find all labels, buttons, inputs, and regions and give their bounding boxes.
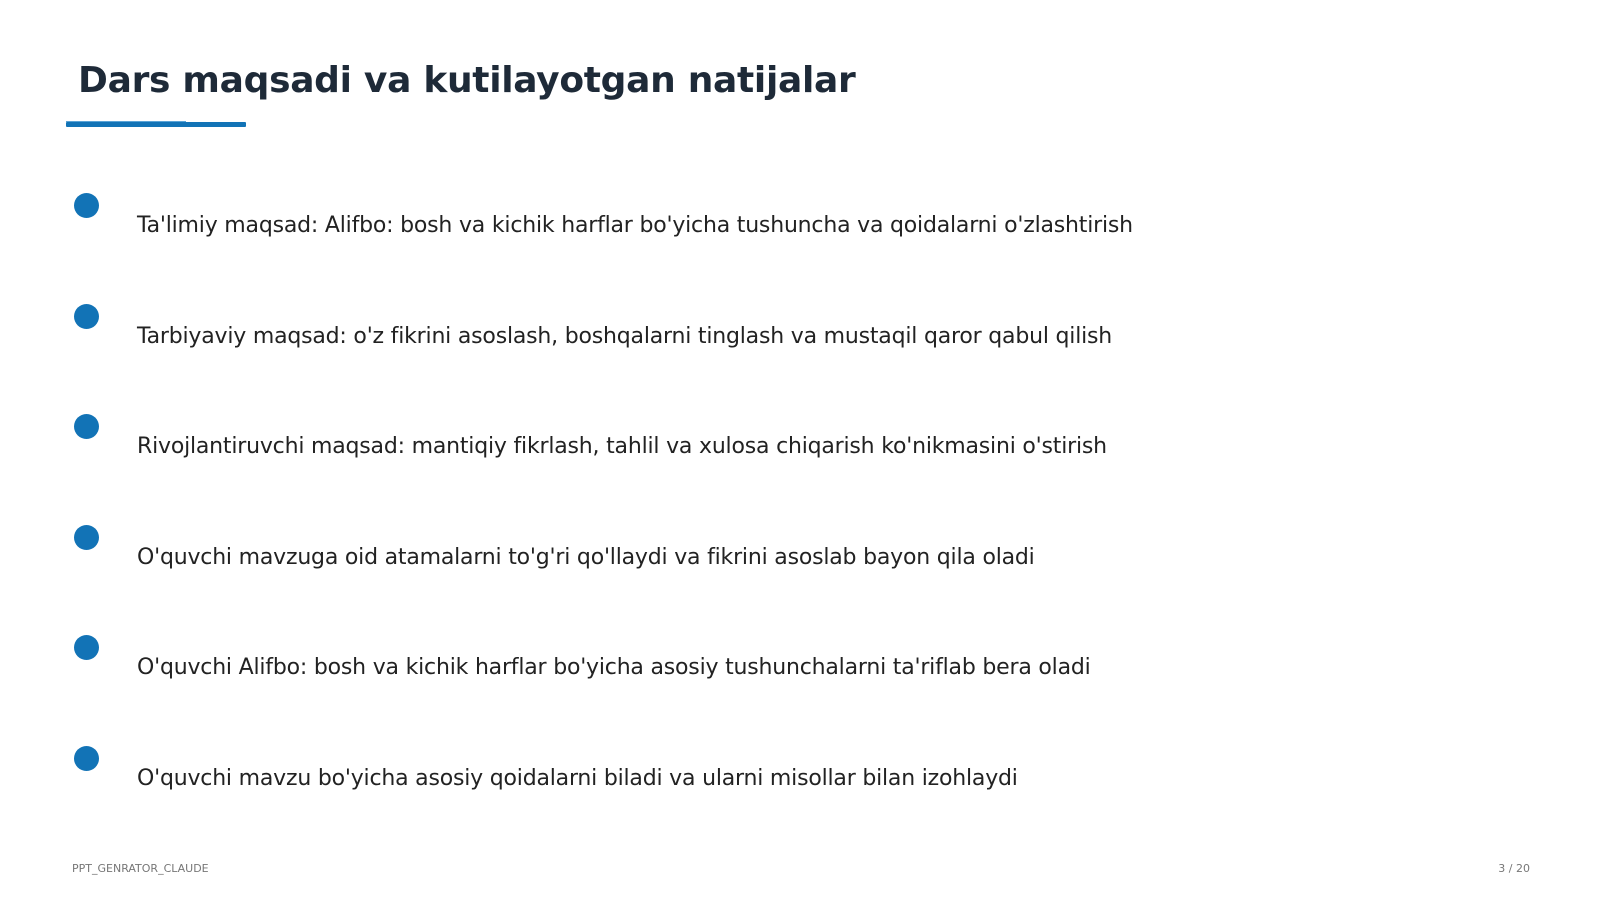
page-number: 3 / 20 xyxy=(1498,862,1530,875)
bullet-dot-icon xyxy=(74,525,99,550)
bullet-text: Tarbiyaviy maqsad: o'z fikrini asoslash, boshqalarni tinglash va mustaqil qaror qabul qilish xyxy=(137,324,1113,349)
bullet-text: Ta'limiy maqsad: Alifbo: bosh va kichik harflar bo'yicha tushuncha va qoidalarni o'zlashtirish xyxy=(137,213,1133,238)
bullet-dot-icon xyxy=(74,635,99,660)
bullet-dot-icon xyxy=(74,414,99,439)
slide-title: Dars maqsadi va kutilayotgan natijalar xyxy=(78,60,856,101)
bullet-dot-icon xyxy=(74,193,99,218)
bullet-text: O'quvchi Alifbo: bosh va kichik harflar bo'yicha asosiy tushunchalarni ta'riflab bera oladi xyxy=(137,655,1091,680)
bullet-item xyxy=(0,304,1600,364)
bullet-item xyxy=(0,635,1600,695)
bullet-text: O'quvchi mavzu bo'yicha asosiy qoidalarni biladi va ularni misollar bilan izohlaydi xyxy=(137,766,1018,791)
bullet-item xyxy=(0,193,1600,253)
bullet-item xyxy=(0,525,1600,585)
bullet-dot-icon xyxy=(74,304,99,329)
bullet-dot-icon xyxy=(74,746,99,771)
bullet-item xyxy=(0,746,1600,806)
bullet-text: O'quvchi mavzuga oid atamalarni to'g'ri qo'llaydi va fikrini asoslab bayon qila oladi xyxy=(137,545,1035,570)
bullet-item xyxy=(0,414,1600,474)
footer-brand: PPT_GENRATOR_CLAUDE xyxy=(72,862,209,875)
bullet-text: Rivojlantiruvchi maqsad: mantiqiy fikrlash, tahlil va xulosa chiqarish ko'nikmasini o'stirish xyxy=(137,434,1107,459)
